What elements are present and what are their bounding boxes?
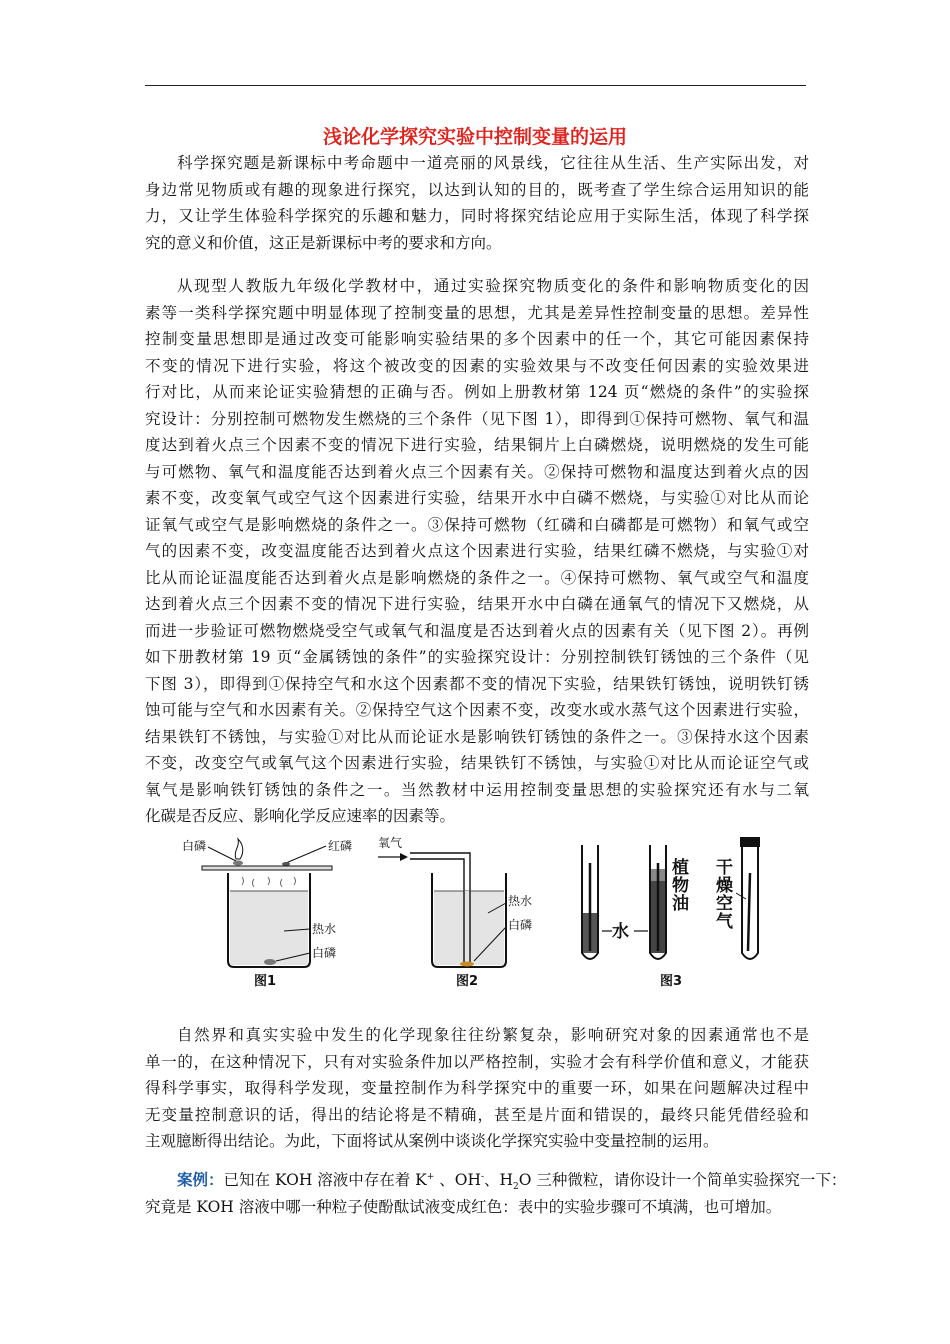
label-white-phosphorus-top: 白磷 (182, 839, 207, 853)
text-line: 不变，改变空气或氧气这个因素进行实验，结果铁钉不锈蚀，与实验①对比从而论证空气或 (145, 754, 809, 772)
text-line (145, 1167, 847, 1194)
text-line: 氧气是影响铁钉锈蚀的条件之一。当然教材中运用控制变量思想的实验探究还有水与二氧 (145, 780, 809, 799)
arrow-head-icon (400, 853, 408, 861)
case-text: 、OH (434, 1171, 481, 1189)
paragraph-intro (145, 150, 809, 256)
label-white-phosphorus: 白磷 (312, 946, 337, 960)
text-line: 素不变，改变氧气或空气这个因素进行实验，结果开水中白磷不燃烧，与实验①对比从而论 (145, 489, 809, 507)
label-red-phosphorus: 红磷 (328, 839, 353, 853)
copper-sheet (202, 866, 332, 870)
text-line: 达到着火点三个因素不变的情况下进行实验，结果开水中白磷在通氧气的情况下又燃烧，从 (145, 595, 809, 613)
superscript: - (480, 1171, 485, 1182)
text-line: 行对比，从而来论证实验猜想的正确与否。例如上册教材第 124 页“燃烧的条件”的实验探 (145, 383, 809, 401)
tube-in-water (464, 891, 470, 963)
text-line: 科学探究题是新课标中考命题中一道亮丽的风景线，它往往从生活、生产实际出发，对 (177, 154, 809, 172)
iron-nail-3 (748, 873, 750, 951)
figure-2-diagram (372, 833, 557, 988)
leader-line (208, 847, 236, 861)
text-line: 单一的，在这种情况下，只有对实验条件加以严格控制，实验才会有科学价值和意义，才能获 (145, 1052, 809, 1071)
label-white-phosphorus: 白磷 (508, 918, 533, 932)
text-line: 身边常见物质或有趣的现象进行探究，以达到认知的目的，既考查了学生综合运用知识的能 (145, 180, 809, 199)
text-line: 素等一类科学探究题中明显体现了控制变量的思想，尤其是差异性控制变量的思想。差异性 (145, 303, 809, 322)
label-hot-water: 热水 (508, 894, 533, 908)
figure-1 (178, 833, 358, 988)
paragraph-control-variables (145, 273, 809, 830)
label-oxygen: 氧气 (378, 836, 403, 850)
text-line: 从现型人教版九年级化学教材中，通过实验探究物质变化的条件和影响物质变化的因 (177, 277, 809, 295)
case-text: O 三种微粒，请你设计一个简单实验探究一下： (518, 1171, 847, 1189)
superscript: + (426, 1171, 435, 1182)
text-line: 控制变量思想即是通过改变可能影响实验结果的多个因素中的任一个，其它可能因素保持 (145, 330, 809, 348)
figure-3-diagram (568, 833, 788, 988)
text-line: 结果铁钉不锈蚀，与实验①对比从而论证水是影响铁钉锈蚀的条件之一。③保持水这个因素 (145, 727, 809, 746)
article-title: 浅论化学探究实验中控制变量的运用 (322, 126, 627, 148)
paragraph-case (145, 1167, 847, 1220)
figure-1-diagram (178, 833, 358, 988)
label-water: 水 (612, 922, 629, 942)
text-line: 证氧气或空气是影响燃烧的条件之一。③保持可燃物（红磷和白磷都是可燃物）和氧气或空 (145, 515, 809, 534)
text-line: 力，又让学生体验科学探究的乐趣和魅力，同时将探究结论应用于实际生活，体现了科学探 (145, 207, 809, 225)
text-line: 主观臆断得出结论。为此，下面将试从案例中谈谈化学探究实验中变量控制的运用。 (145, 1132, 719, 1150)
label-oil-2: 物 (672, 876, 689, 896)
white-phosphorus-piece (233, 861, 243, 866)
text-line: 而进一步验证可燃物燃烧受空气或氧气和温度是否达到着火点的因素有关（见下图 2）。再例 (145, 621, 809, 640)
text-line: 化碳是否反应、影响化学反应速率的因素等。 (145, 807, 456, 825)
red-phosphorus-piece (282, 862, 290, 866)
text-line: 究竟是 KOH 溶液中哪一种粒子使酚酞试液变成红色：表中的实验步骤可不填满，也可增加。 (145, 1197, 782, 1216)
text-line: 比从而论证温度能否达到着火点是影响燃烧的条件之一。④保持可燃物、氧气或空气和温度 (145, 568, 809, 587)
label-air-3: 空 (716, 894, 733, 914)
hot-water (230, 891, 308, 965)
figure-1-caption: 图1 (254, 974, 277, 989)
text-line: 蚀可能与空气和水因素有关。②保持空气这个因素不变，改变水或水蒸气这个因素进行实验， (145, 701, 809, 719)
case-text: 、H (484, 1171, 514, 1189)
text-line: 与可燃物、氧气和温度能否达到着火点三个因素有关。②保持可燃物和温度达到着火点的因 (145, 462, 809, 481)
figure-2-caption: 图2 (456, 974, 479, 989)
text-line: 不变的情况下进行实验，将这个被改变的因素的实验效果与不改变任何因素的实验效果进 (145, 356, 809, 375)
text-line: 度达到着火点三个因素不变的情况下进行实验，结果铜片上白磷燃烧，说明燃烧的发生可能 (145, 436, 809, 454)
header-rule (145, 85, 806, 86)
figure-3-caption: 图3 (660, 974, 683, 989)
text-line: 自然界和真实实验中发生的化学现象往往纷繁复杂，影响研究对象的因素通常也不是 (177, 1026, 809, 1044)
figure-3 (568, 833, 788, 988)
label-hot-water: 热水 (312, 922, 337, 936)
steam-lines (242, 877, 296, 887)
case-text: 已知在 KOH 溶液中存在着 K (223, 1171, 427, 1189)
case-label: 案例： (177, 1171, 224, 1189)
subscript: 2 (513, 1182, 519, 1193)
stopper (740, 837, 760, 847)
text-line: 气的因素不变，改变温度能否达到着火点这个因素进行实验，结果红磷不燃烧，与实验①对 (145, 542, 809, 560)
text-line: 究的意义和价值，这正是新课标中考的要求和方向。 (145, 233, 502, 252)
text-line: 得科学事实，取得科学发现，变量控制作为科学探究中的重要一环，如果在问题解决过程中 (145, 1079, 809, 1097)
text-line: 无变量控制意识的话，得出的结论将是不精确，甚至是片面和错误的，最终只能凭借经验和 (145, 1105, 809, 1124)
leader-line (286, 846, 326, 863)
white-phosphorus-underwater (264, 959, 276, 965)
paragraph-conclusion (145, 1022, 809, 1155)
flame-icon (235, 839, 243, 859)
label-air-2: 燥 (716, 876, 733, 896)
label-air-1: 干 (716, 858, 733, 878)
text-line: 如下册教材第 19 页“金属锈蚀的条件”的实验探究设计：分别控制铁钉锈蚀的三个条件（见 (145, 648, 809, 666)
label-air-4: 气 (716, 912, 733, 932)
text-line: 下图 3），即得到①保持空气和水这个因素都不变的情况下实验，结果铁钉锈蚀，说明铁钉锈 (145, 674, 809, 693)
label-oil-1: 植 (672, 858, 689, 878)
figure-2 (372, 833, 557, 988)
white-phosphorus-underwater (460, 962, 474, 967)
text-line: 究设计：分别控制可燃物发生燃烧的三个条件（见下图 1），即得到①保持可燃物、氧气和温 (145, 409, 809, 428)
label-oil-3: 油 (672, 894, 689, 914)
